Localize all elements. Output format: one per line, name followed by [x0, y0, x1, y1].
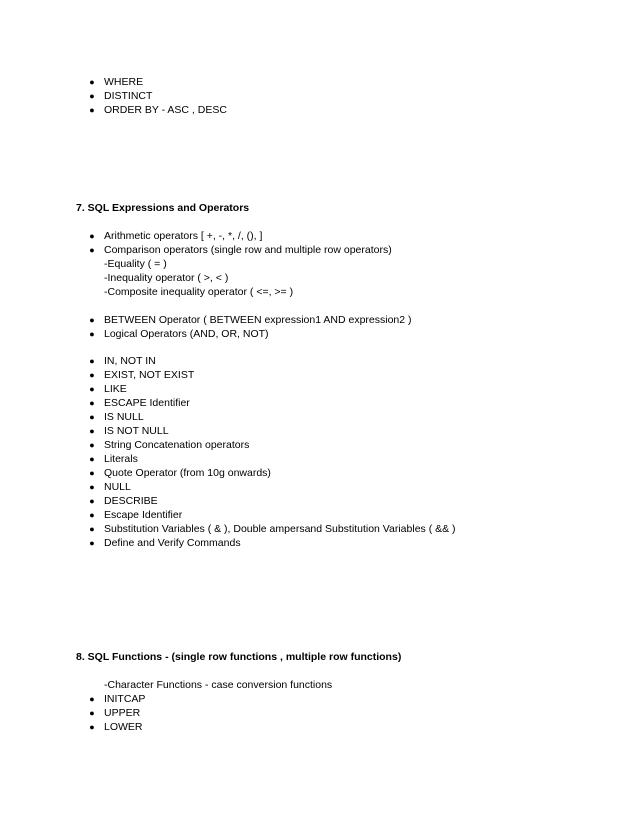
bullet-icon: ●: [89, 329, 95, 339]
bullet-icon: ●: [89, 482, 95, 492]
list-item-text: LIKE: [104, 383, 127, 395]
comparison-subitem: -Composite inequality operator ( <=, >= ): [104, 286, 294, 298]
list-item: [0, 354, 638, 368]
list-item: [0, 410, 638, 424]
bullet-icon: ●: [89, 384, 95, 394]
bullet-icon: ●: [89, 231, 95, 241]
list-item: [0, 438, 638, 452]
section-7-bullet-list-3: [0, 354, 638, 550]
list-item: [0, 508, 638, 522]
list-item-text: Comparison operators (single row and multiple row operators): [104, 244, 392, 256]
bullet-icon: ●: [89, 370, 95, 380]
comparison-subitem: -Inequality operator ( >, < ): [104, 272, 229, 284]
list-item: [0, 396, 638, 410]
bullet-icon: ●: [89, 510, 95, 520]
list-item: [0, 480, 638, 494]
list-item-text: Logical Operators (AND, OR, NOT): [104, 328, 269, 340]
list-item-text: NULL: [104, 481, 131, 493]
list-item-text: DISTINCT: [104, 90, 153, 102]
list-item: [0, 706, 638, 720]
list-item-text: Literals: [104, 453, 138, 465]
list-item: [0, 494, 638, 508]
list-item-text: Quote Operator (from 10g onwards): [104, 467, 271, 479]
list-item: [0, 536, 638, 550]
bullet-icon: ●: [89, 440, 95, 450]
bullet-icon: ●: [89, 398, 95, 408]
list-item: [0, 466, 638, 480]
list-item-text: Escape Identifier: [104, 509, 183, 521]
list-item-text: IS NOT NULL: [104, 425, 169, 437]
section-7-heading: 7. SQL Expressions and Operators: [76, 202, 250, 214]
bullet-icon: ●: [89, 722, 95, 732]
list-item: [0, 424, 638, 438]
list-item-text: IN, NOT IN: [104, 355, 156, 367]
comparison-subitem: -Equality ( = ): [104, 258, 167, 270]
bullet-icon: ●: [89, 426, 95, 436]
list-item-text: LOWER: [104, 721, 143, 733]
list-item-text: EXIST, NOT EXIST: [104, 369, 195, 381]
list-item: [0, 103, 638, 117]
list-item: [0, 522, 638, 536]
list-item-text: BETWEEN Operator ( BETWEEN expression1 AND expression2 ): [104, 314, 412, 326]
section-8-bullet-list: [0, 692, 638, 734]
bullet-icon: ●: [89, 538, 95, 548]
list-item-text: WHERE: [104, 76, 144, 88]
bullet-icon: ●: [89, 105, 95, 115]
bullet-icon: ●: [89, 356, 95, 366]
list-item-text: DESCRIBE: [104, 495, 158, 507]
bullet-icon: ●: [89, 91, 95, 101]
list-item-text: Substitution Variables ( & ), Double ampersand Substitution Variables ( && ): [104, 523, 456, 535]
list-item: [0, 89, 638, 103]
list-item-text: IS NULL: [104, 411, 144, 423]
bullet-icon: ●: [89, 708, 95, 718]
list-item-text: INITCAP: [104, 693, 146, 705]
list-item-text: ORDER BY - ASC , DESC: [104, 104, 227, 116]
section-7-bullet-list-2: [0, 313, 638, 341]
list-item-text: ESCAPE Identifier: [104, 397, 190, 409]
bullet-icon: ●: [89, 412, 95, 422]
list-item: [0, 692, 638, 706]
section-8-subheading: -Character Functions - case conversion functions: [104, 679, 333, 691]
bullet-icon: ●: [89, 524, 95, 534]
list-item-text: UPPER: [104, 707, 141, 719]
list-item: [0, 720, 638, 734]
bullet-icon: ●: [89, 315, 95, 325]
list-item: [0, 243, 638, 257]
bullet-icon: ●: [89, 77, 95, 87]
list-item: [0, 382, 638, 396]
section-8-heading: 8. SQL Functions - (single row functions , multiple row functions): [76, 651, 402, 663]
list-item: [0, 327, 638, 341]
bullet-icon: ●: [89, 245, 95, 255]
section-7-bullet-list-1: [0, 229, 638, 257]
bullet-icon: ●: [89, 468, 95, 478]
list-item: [0, 313, 638, 327]
bullet-icon: ●: [89, 496, 95, 506]
list-item-text: Define and Verify Commands: [104, 537, 241, 549]
bullet-icon: ●: [89, 454, 95, 464]
list-item: [0, 75, 638, 89]
list-item: [0, 452, 638, 466]
bullet-icon: ●: [89, 694, 95, 704]
intro-bullet-list: [0, 75, 638, 117]
list-item: [0, 229, 638, 243]
list-item: [0, 368, 638, 382]
list-item-text: String Concatenation operators: [104, 439, 250, 451]
list-item-text: Arithmetic operators [ +, -, *, /, (), ]: [104, 230, 263, 242]
